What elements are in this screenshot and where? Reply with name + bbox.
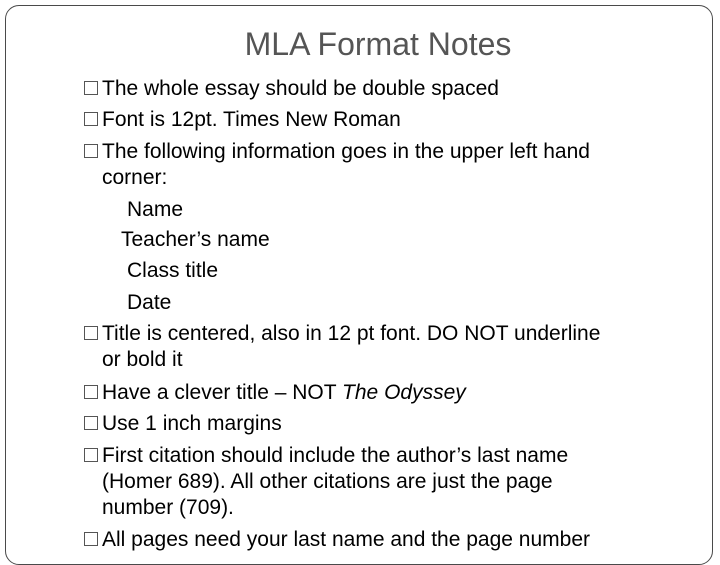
square-bullet-icon xyxy=(84,448,98,462)
square-bullet-icon xyxy=(84,112,98,126)
clever-title-italic: The Odyssey xyxy=(342,381,466,404)
slide-title: MLA Format Notes xyxy=(244,26,512,62)
bullet-item-upper-left-continued: corner: xyxy=(102,166,168,189)
sub-item-teachers-name: Teacher’s name xyxy=(121,228,270,251)
bullet-item-first-citation-continued-2: number (709). xyxy=(102,496,234,519)
bullet-item-title-centered-continued: or bold it xyxy=(102,348,183,371)
bullet-item-upper-left: The following information goes in the upper left hand xyxy=(102,140,590,163)
square-bullet-icon xyxy=(84,326,98,340)
bullet-item-margins: Use 1 inch margins xyxy=(102,412,282,435)
square-bullet-icon xyxy=(84,81,98,95)
bullet-item-first-citation: First citation should include the author’s last name xyxy=(102,444,569,467)
square-bullet-icon xyxy=(84,416,98,430)
square-bullet-icon xyxy=(84,385,98,399)
square-bullet-icon xyxy=(84,532,98,546)
bullet-item-clever-title xyxy=(102,380,466,406)
sub-item-class-title: Class title xyxy=(127,259,219,282)
bullet-item-last-name-page: All pages need your last name and the page number xyxy=(102,528,590,551)
sub-item-name: Name xyxy=(127,198,184,221)
bullet-item-title-centered: Title is centered, also in 12 pt font. DO NOT underline xyxy=(102,322,601,345)
clever-title-text: Have a clever title – NOT xyxy=(102,381,343,404)
bullet-item-first-citation-continued-1: (Homer 689). All other citations are just the page xyxy=(102,470,553,493)
bullet-item-font: Font is 12pt. Times New Roman xyxy=(102,108,401,131)
bullet-item-double-spaced: The whole essay should be double spaced xyxy=(102,77,499,100)
sub-item-date: Date xyxy=(127,291,172,314)
square-bullet-icon xyxy=(84,144,98,158)
